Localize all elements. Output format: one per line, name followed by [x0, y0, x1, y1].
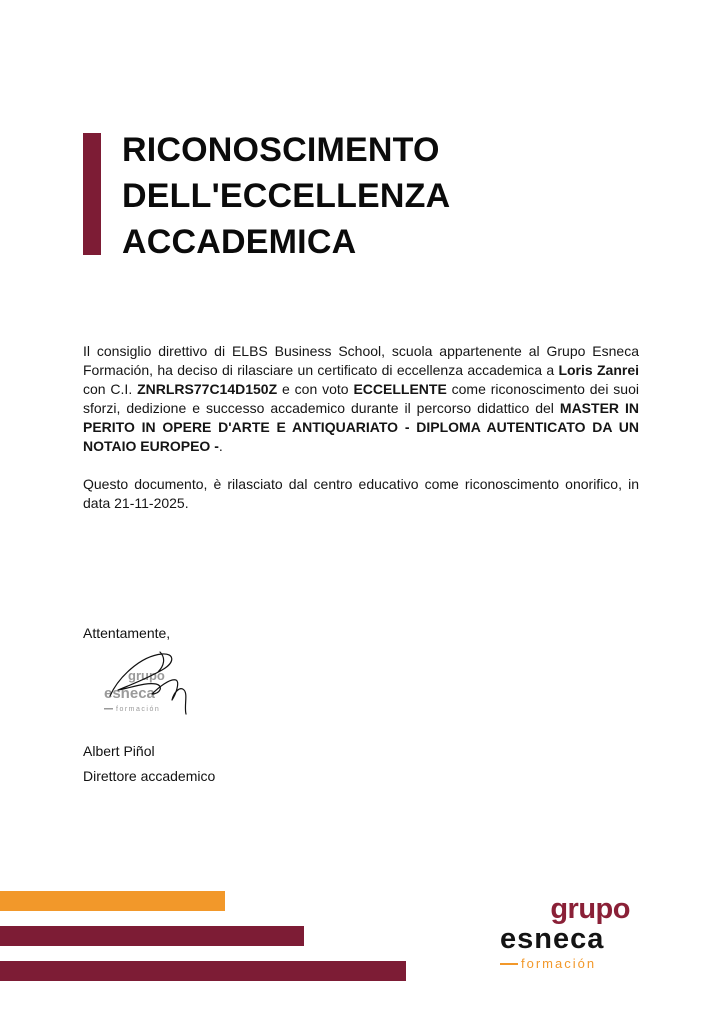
- title-line: DELL'ECCELLENZA: [122, 177, 451, 215]
- title-accent-bar: [83, 133, 101, 255]
- body-text-segment: Il consiglio direttivo di ELBS Business School, scuola appartenente al Grupo Esneca Formación, ha deciso di rilasciare un certificato di eccellenza accademica a: [83, 343, 639, 378]
- certificate-title: [122, 127, 642, 265]
- certificate-body: [83, 342, 639, 513]
- student-name: Loris Zanrei: [558, 362, 639, 378]
- logo-formacion-text: formación: [521, 956, 597, 971]
- logo-dash: [500, 963, 518, 965]
- logo-formacion-row: [500, 956, 596, 972]
- signer-role: Direttore accademico: [83, 768, 216, 784]
- body-text-segment: .: [218, 438, 223, 454]
- logo-grupo-text: grupo: [550, 893, 630, 925]
- grade: ECCELLENTE: [353, 381, 447, 397]
- body-text-segment: e con voto: [277, 381, 354, 397]
- closing-salutation: Attentamente,: [83, 625, 171, 641]
- grupo-esneca-logo: [496, 892, 636, 976]
- logo-esneca-text: esneca: [500, 923, 605, 955]
- decorative-stripe-orange: [0, 891, 225, 911]
- stamp-formacion-text: formación: [116, 706, 161, 713]
- signer-name: Albert Piñol: [83, 743, 155, 759]
- signature-stroke: [110, 652, 186, 714]
- title-line: RICONOSCIMENTO: [122, 131, 440, 169]
- decorative-stripe-wine: [0, 961, 406, 981]
- signature-with-stamp: [100, 648, 200, 723]
- decorative-stripe-wine: [0, 926, 304, 946]
- program-name: MASTER IN PERITO IN OPERE D'ARTE E ANTIQUARIATO - DIPLOMA AUTENTICATO DA UN NOTAIO EUROPEO -: [83, 400, 639, 454]
- stamp-grupo-text: grupo: [128, 668, 165, 683]
- body-text-segment: come riconoscimento dei suoi sforzi, dedizione e successo accademico durante il percorso didattico del: [83, 381, 639, 416]
- stamp-esneca-text: esneca: [104, 685, 155, 702]
- signer-block: [83, 739, 215, 789]
- body-paragraph-1: [83, 342, 639, 456]
- id-number: ZNRLRS77C14D150Z: [137, 381, 278, 397]
- stamp-line: [104, 708, 113, 710]
- body-paragraph-2: Questo documento, è rilasciato dal centro educativo come riconoscimento onorifico, in data 21-11-2025.: [83, 476, 639, 511]
- body-text-segment: con C.I.: [83, 381, 138, 397]
- title-line: ACCADEMICA: [122, 223, 357, 261]
